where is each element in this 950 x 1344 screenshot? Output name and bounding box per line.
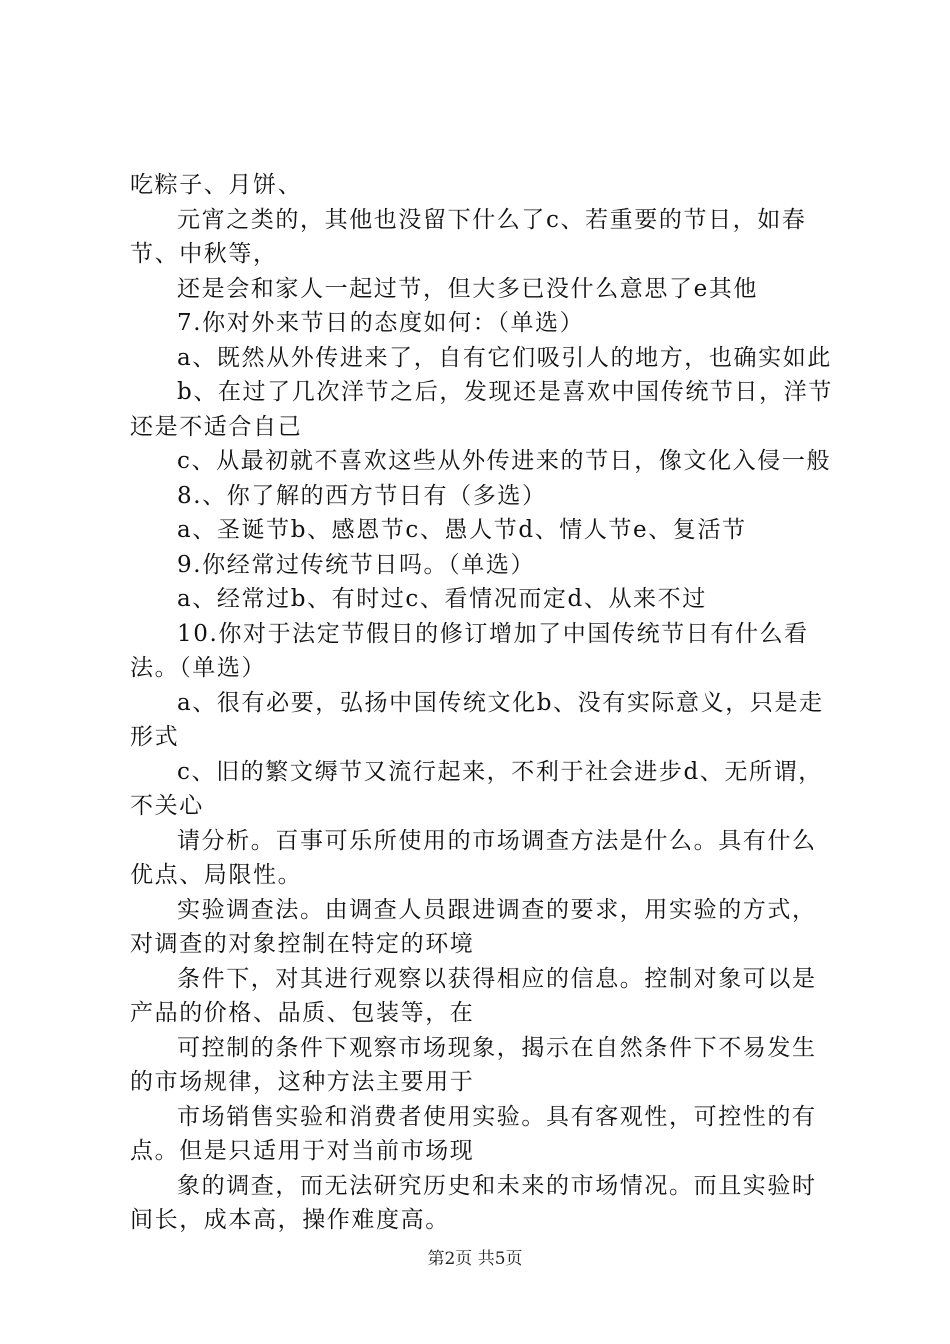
- analysis-paragraph: 实验调查法。由调查人员跟进调查的要求，用实验的方式，对调查的对象控制在特定的环境: [130, 896, 817, 957]
- option-paragraph: c、旧的繁文缛节又流行起来，不利于社会进步d、无所谓，不关心: [130, 758, 823, 819]
- analysis-paragraph: 市场销售实验和消费者使用实验。具有客观性，可控性的有点。但是只适用于对当前市场现: [130, 1103, 817, 1164]
- analysis-question: 请分析。百事可乐所使用的市场调查方法是什么。具有什么优点、局限性。: [130, 827, 817, 888]
- question-7: 7.你对外来节日的态度如何：（单选）: [177, 310, 585, 336]
- document-body: [130, 168, 835, 1238]
- question-9: 9.你经常过传统节日吗。（单选）: [177, 551, 536, 578]
- question-8: 8.、你了解的西方节日有（多选）: [177, 482, 547, 509]
- question-10: 10.你对于法定节假日的修订增加了中国传统节日有什么看法。（单选）: [130, 620, 809, 681]
- analysis-paragraph: 象的调查，而无法研究历史和未来的市场情况。而且实验时间长，成本高，操作难度高。: [130, 1172, 817, 1233]
- paragraph: 还是会和家人一起过节，但大多已没什么意思了e其他: [177, 275, 759, 302]
- analysis-paragraph: 可控制的条件下观察市场现象，揭示在自然条件下不易发生的市场规律，这种方法主要用于: [130, 1034, 817, 1095]
- option-paragraph: a、很有必要，弘扬中国传统文化b、没有实际意义，只是走形式: [130, 689, 824, 750]
- option-paragraph: a、经常过b、有时过c、看情况而定d、从来不过: [177, 586, 707, 612]
- option-paragraph: c、从最初就不喜欢这些从外传进来的节日，像文化入侵一般: [177, 448, 832, 474]
- page-number-footer: 第2页 共5页: [427, 1249, 523, 1269]
- paragraph: 元宵之类的，其他也没留下什么了c、若重要的节日，如春节、中秋等，: [130, 206, 807, 267]
- option-paragraph: a、既然从外传进来了，自有它们吸引人的地方，也确实如此: [177, 344, 832, 371]
- analysis-paragraph: 条件下，对其进行观察以获得相应的信息。控制对象可以是产品的价格、品质、包装等，在: [130, 965, 817, 1026]
- option-paragraph: a、圣诞节b、感恩节c、愚人节d、情人节e、复活节: [177, 517, 747, 543]
- option-paragraph: b、在过了几次洋节之后，发现还是喜欢中国传统节日，洋节还是不适合自己: [130, 379, 833, 440]
- paragraph: 吃粽子、月饼、: [130, 172, 303, 198]
